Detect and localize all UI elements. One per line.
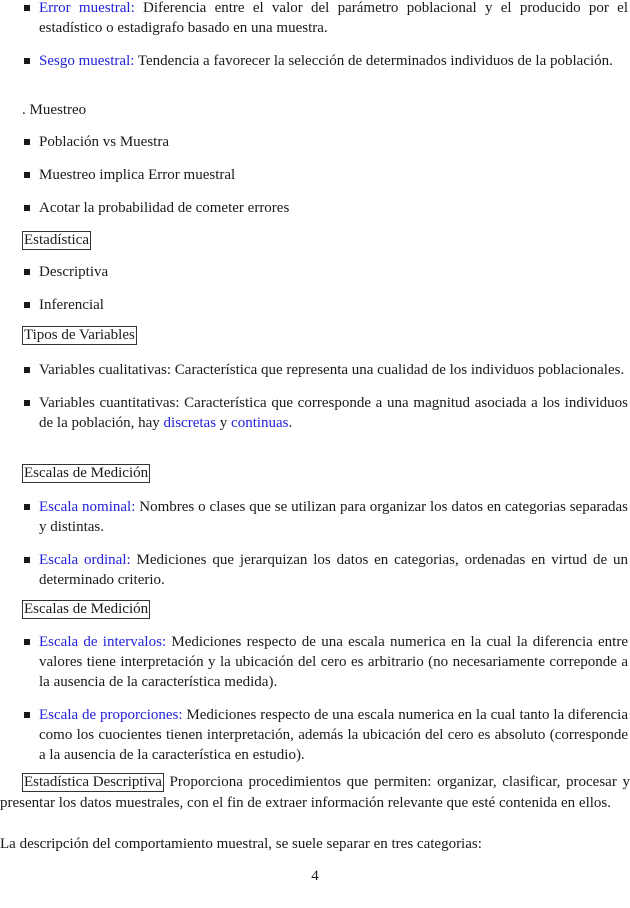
- bullet-icon: [24, 172, 30, 178]
- bullet-icon: [24, 400, 30, 406]
- section-heading-estadistica: [22, 230, 91, 250]
- item-text: Población vs Muestra: [39, 134, 169, 150]
- item-text: Descriptiva: [39, 264, 109, 280]
- section-heading-escalas: [22, 599, 150, 619]
- descripcion-line: La descripción del comportamiento muestral, se suele separar en tres categorias:: [0, 836, 482, 852]
- list-item: [0, 198, 630, 218]
- bullet-icon: [24, 557, 30, 563]
- list-item: [0, 550, 630, 590]
- list-item: [0, 262, 630, 282]
- list-item: [0, 132, 630, 152]
- list-item: [0, 497, 630, 537]
- escalas-list: [0, 632, 630, 765]
- boxed-heading: Escalas de Medición: [24, 601, 149, 617]
- item-text: Inferencial: [39, 297, 104, 313]
- list-item: [0, 295, 630, 315]
- bullet-icon: [24, 5, 30, 11]
- muestreo-list: [0, 132, 630, 218]
- term-label: Escala de intervalos:: [39, 634, 167, 650]
- item-text: Acotar la probabilidad de cometer errores: [39, 200, 290, 216]
- page-number: 4: [311, 868, 319, 884]
- term-label: Escala de proporciones:: [39, 707, 183, 723]
- boxed-heading: Estadística Descriptiva: [24, 774, 162, 790]
- descriptiva-paragraph: [0, 772, 630, 813]
- bullet-icon: [24, 504, 30, 510]
- conjunction: y: [216, 415, 232, 431]
- boxed-heading: Estadística: [24, 232, 89, 248]
- estadistica-list: [0, 262, 630, 315]
- term-label: Escala nominal:: [39, 499, 136, 515]
- term-label: Sesgo muestral:: [39, 53, 135, 69]
- escalas-list: [0, 497, 630, 590]
- list-item: [0, 51, 630, 71]
- definitions-list: [0, 0, 630, 71]
- bullet-icon: [24, 205, 30, 211]
- list-item: [0, 165, 630, 185]
- list-item: [0, 360, 630, 380]
- period: .: [288, 415, 293, 431]
- term-definition: Nombres o clases que se utilizan para organizar los datos en categorias separadas y distintas.: [39, 499, 629, 535]
- bullet-icon: [24, 269, 30, 275]
- tipos-list: [0, 360, 630, 433]
- term-definition: Mediciones que jerarquizan los datos en categorias, ordenadas en virtud de un determinado criterio.: [39, 552, 629, 588]
- list-item: [0, 0, 630, 38]
- term-label: Error muestral:: [39, 0, 135, 16]
- section-heading-muestreo: . Muestreo: [22, 102, 87, 118]
- boxed-heading: Escalas de Medición: [24, 465, 149, 481]
- term-discretas: discretas: [163, 415, 217, 431]
- bullet-icon: [24, 58, 30, 64]
- section-heading-tipos: [22, 325, 137, 345]
- bullet-icon: [24, 302, 30, 308]
- paragraph-text: Proporciona procedimientos que permiten: organizar, clasificar, procesar y presentar los datos muestrales, con el fin de extraer información relevante que esté contenida en ellos.: [0, 774, 630, 811]
- bullet-icon: [24, 367, 30, 373]
- term-continuas: continuas: [231, 415, 289, 431]
- list-item: [0, 705, 630, 765]
- list-item: [0, 393, 630, 433]
- item-text: Muestreo implica Error muestral: [39, 167, 236, 183]
- list-item: [0, 632, 630, 692]
- bullet-icon: [24, 712, 30, 718]
- boxed-heading: Tipos de Variables: [24, 327, 135, 343]
- term-definition: Diferencia entre el valor del parámetro poblacional y el producido por el estadístico o estadigrafo basado en una muestra.: [39, 0, 629, 36]
- section-heading-escalas: [22, 463, 150, 483]
- bullet-icon: [24, 139, 30, 145]
- term-definition: Mediciones respecto de una escala numerica en la cual la diferencia entre valores tiene interpretación y la ubicación del cero es arbitrario (no necesariamente correponde a la ausencia de la característica medida).: [39, 634, 628, 690]
- term-label: Escala ordinal:: [39, 552, 131, 568]
- item-text: Variables cualitativas: Característica que representa una cualidad de los individuos poblacionales.: [39, 362, 625, 378]
- term-definition: Tendencia a favorecer la selección de determinados individuos de la población.: [134, 53, 613, 69]
- item-text: Variables cuantitativas: Característica que corresponde a una magnitud asociada a los individuos de la población, hay: [39, 395, 628, 431]
- term-definition: Mediciones respecto de una escala numerica en la cual tanto la diferencia como los cuocientes tienen interpretación, además la ubicación del cero es absoluto (corresponde a la ausencia de la característica en estudio).: [39, 707, 628, 763]
- bullet-icon: [24, 639, 30, 645]
